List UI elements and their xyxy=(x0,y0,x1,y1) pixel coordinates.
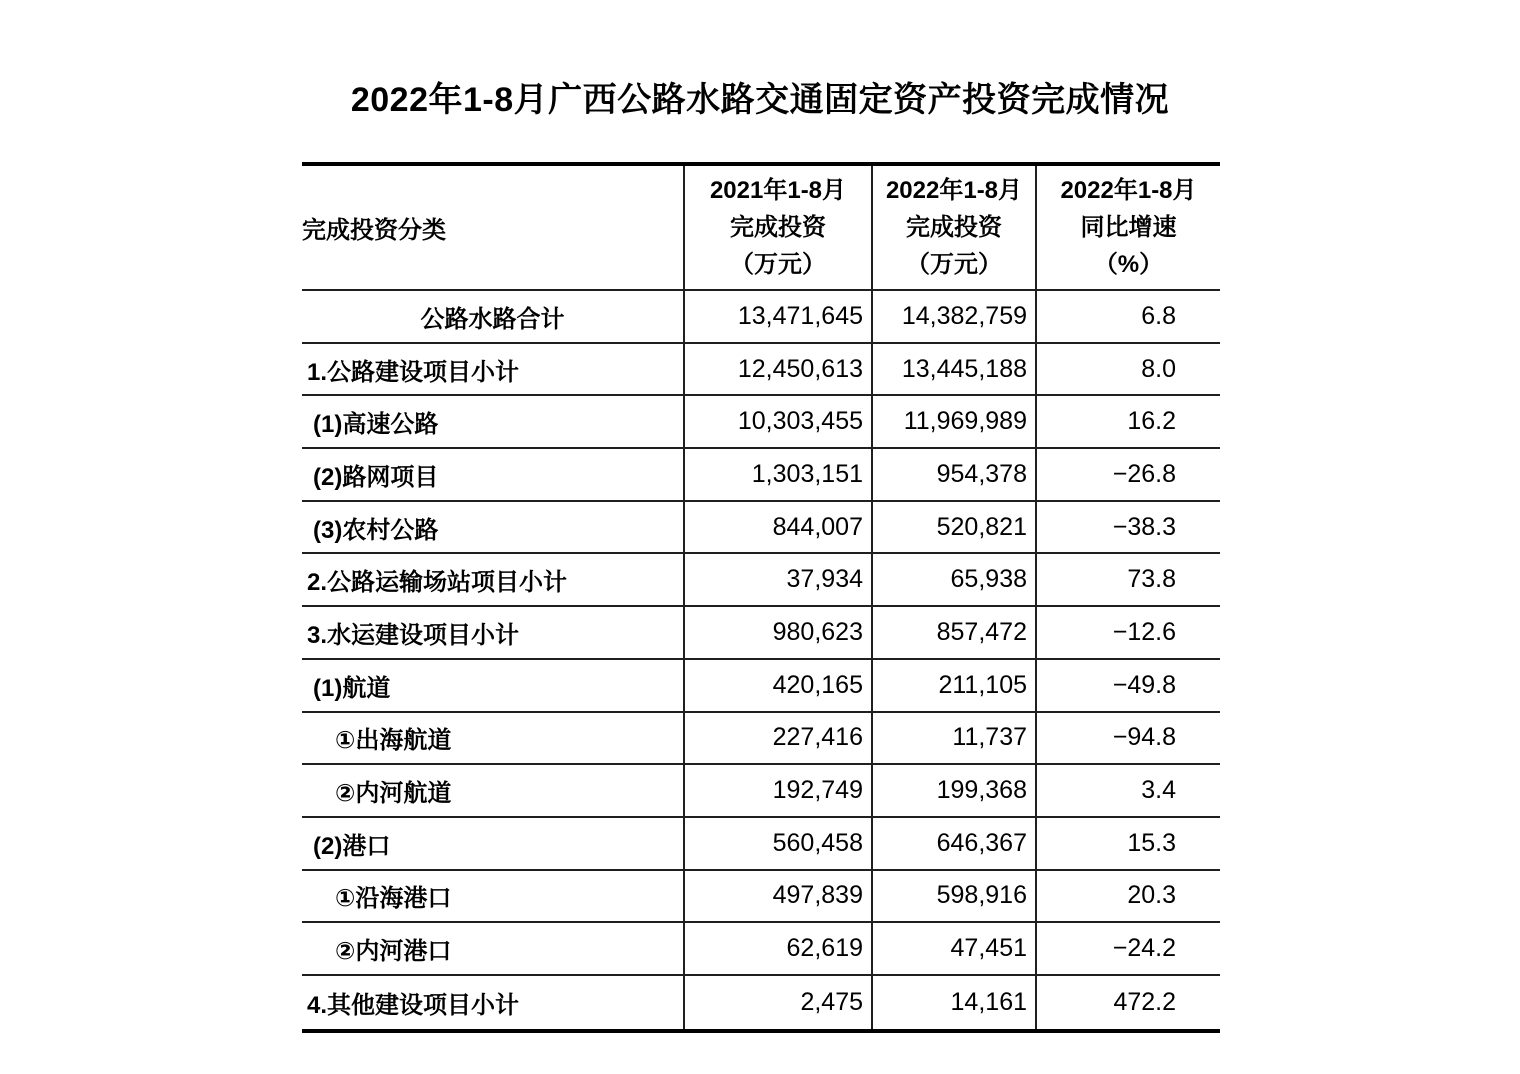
value-2022: 11,737 xyxy=(873,713,1037,764)
value-growth: −12.6 xyxy=(1112,617,1176,646)
value-2022: 47,451 xyxy=(873,923,1037,974)
table-row xyxy=(302,976,1220,1029)
table-row xyxy=(302,713,1220,766)
header-category: 完成投资分类 xyxy=(302,166,685,289)
row-label: ②内河航道 xyxy=(302,765,685,816)
value-growth: 6.8 xyxy=(1141,301,1176,330)
row-label: ①出海航道 xyxy=(302,713,685,764)
value-2021: 560,458 xyxy=(685,818,873,869)
value-2022: 857,472 xyxy=(873,607,1037,658)
header-2021-invest xyxy=(685,166,873,289)
value-growth: 20.3 xyxy=(1127,881,1176,910)
value-2021: 844,007 xyxy=(685,502,873,553)
header-2022-line1: 2022年1-8月 xyxy=(885,177,1023,204)
value-growth: 16.2 xyxy=(1127,407,1176,436)
value-growth: −94.8 xyxy=(1112,723,1176,752)
table-header-row xyxy=(302,166,1220,291)
value-growth: 472.2 xyxy=(1113,987,1176,1016)
table-body xyxy=(302,291,1220,1029)
header-growth-line1: 2022年1-8月 xyxy=(1060,177,1197,204)
value-2021: 13,471,645 xyxy=(685,291,873,342)
table-row xyxy=(302,607,1220,660)
value-2021: 227,416 xyxy=(685,713,873,764)
value-2021: 10,303,455 xyxy=(685,396,873,447)
header-2022-line3: （万元） xyxy=(905,251,1002,278)
table-row xyxy=(302,502,1220,555)
header-growth-line2: 同比增速 xyxy=(1080,214,1177,241)
table-row xyxy=(302,923,1220,976)
value-2022: 954,378 xyxy=(873,449,1037,500)
row-label: ②内河港口 xyxy=(302,923,685,974)
header-2021-line3: （万元） xyxy=(729,251,826,278)
row-label: (3)农村公路 xyxy=(302,502,685,553)
value-2021: 62,619 xyxy=(685,923,873,974)
table-row xyxy=(302,344,1220,397)
header-growth xyxy=(1037,166,1220,289)
value-2021: 1,303,151 xyxy=(685,449,873,500)
header-2022-invest xyxy=(873,166,1037,289)
row-label: (2)路网项目 xyxy=(302,449,685,500)
value-growth: 3.4 xyxy=(1141,776,1176,805)
page-title: 2022年1-8月广西公路水路交通固定资产投资完成情况 xyxy=(350,81,1170,119)
value-growth: −49.8 xyxy=(1112,670,1176,699)
header-2021-line1: 2021年1-8月 xyxy=(709,177,847,204)
header-growth-line3: （%） xyxy=(1093,251,1164,278)
row-label: 2.公路运输场站项目小计 xyxy=(302,554,685,605)
table-row xyxy=(302,291,1220,344)
table-row xyxy=(302,818,1220,871)
header-2021-line2: 完成投资 xyxy=(729,214,826,241)
value-2022: 14,161 xyxy=(873,976,1037,1029)
row-label: 4.其他建设项目小计 xyxy=(302,976,685,1029)
value-growth: −26.8 xyxy=(1112,459,1176,488)
value-2021: 497,839 xyxy=(685,871,873,922)
row-label: (2)港口 xyxy=(302,818,685,869)
header-2022-line2: 完成投资 xyxy=(905,214,1002,241)
value-2022: 14,382,759 xyxy=(873,291,1037,342)
value-2022: 598,916 xyxy=(873,871,1037,922)
value-2021: 980,623 xyxy=(685,607,873,658)
value-2022: 199,368 xyxy=(873,765,1037,816)
value-growth: −38.3 xyxy=(1112,512,1176,541)
value-2021: 37,934 xyxy=(685,554,873,605)
value-growth: 8.0 xyxy=(1141,354,1176,383)
table-row xyxy=(302,554,1220,607)
row-label: (1)高速公路 xyxy=(302,396,685,447)
table-row xyxy=(302,765,1220,818)
value-2022: 646,367 xyxy=(873,818,1037,869)
value-2022: 13,445,188 xyxy=(873,344,1037,395)
table-row xyxy=(302,449,1220,502)
value-2021: 420,165 xyxy=(685,660,873,711)
row-label: (1)航道 xyxy=(302,660,685,711)
investment-table xyxy=(302,162,1220,1033)
value-2022: 11,969,989 xyxy=(873,396,1037,447)
value-growth: 15.3 xyxy=(1127,828,1176,857)
row-label: 公路水路合计 xyxy=(302,291,685,342)
value-2022: 211,105 xyxy=(873,660,1037,711)
value-2021: 192,749 xyxy=(685,765,873,816)
value-growth: −24.2 xyxy=(1112,934,1176,963)
row-label: 1.公路建设项目小计 xyxy=(302,344,685,395)
value-growth: 73.8 xyxy=(1127,565,1176,594)
value-2022: 520,821 xyxy=(873,502,1037,553)
table-row xyxy=(302,396,1220,449)
table-row xyxy=(302,660,1220,713)
row-label: 3.水运建设项目小计 xyxy=(302,607,685,658)
table-row xyxy=(302,871,1220,924)
value-2022: 65,938 xyxy=(873,554,1037,605)
value-2021: 12,450,613 xyxy=(685,344,873,395)
row-label: ①沿海港口 xyxy=(302,871,685,922)
value-2021: 2,475 xyxy=(685,976,873,1029)
